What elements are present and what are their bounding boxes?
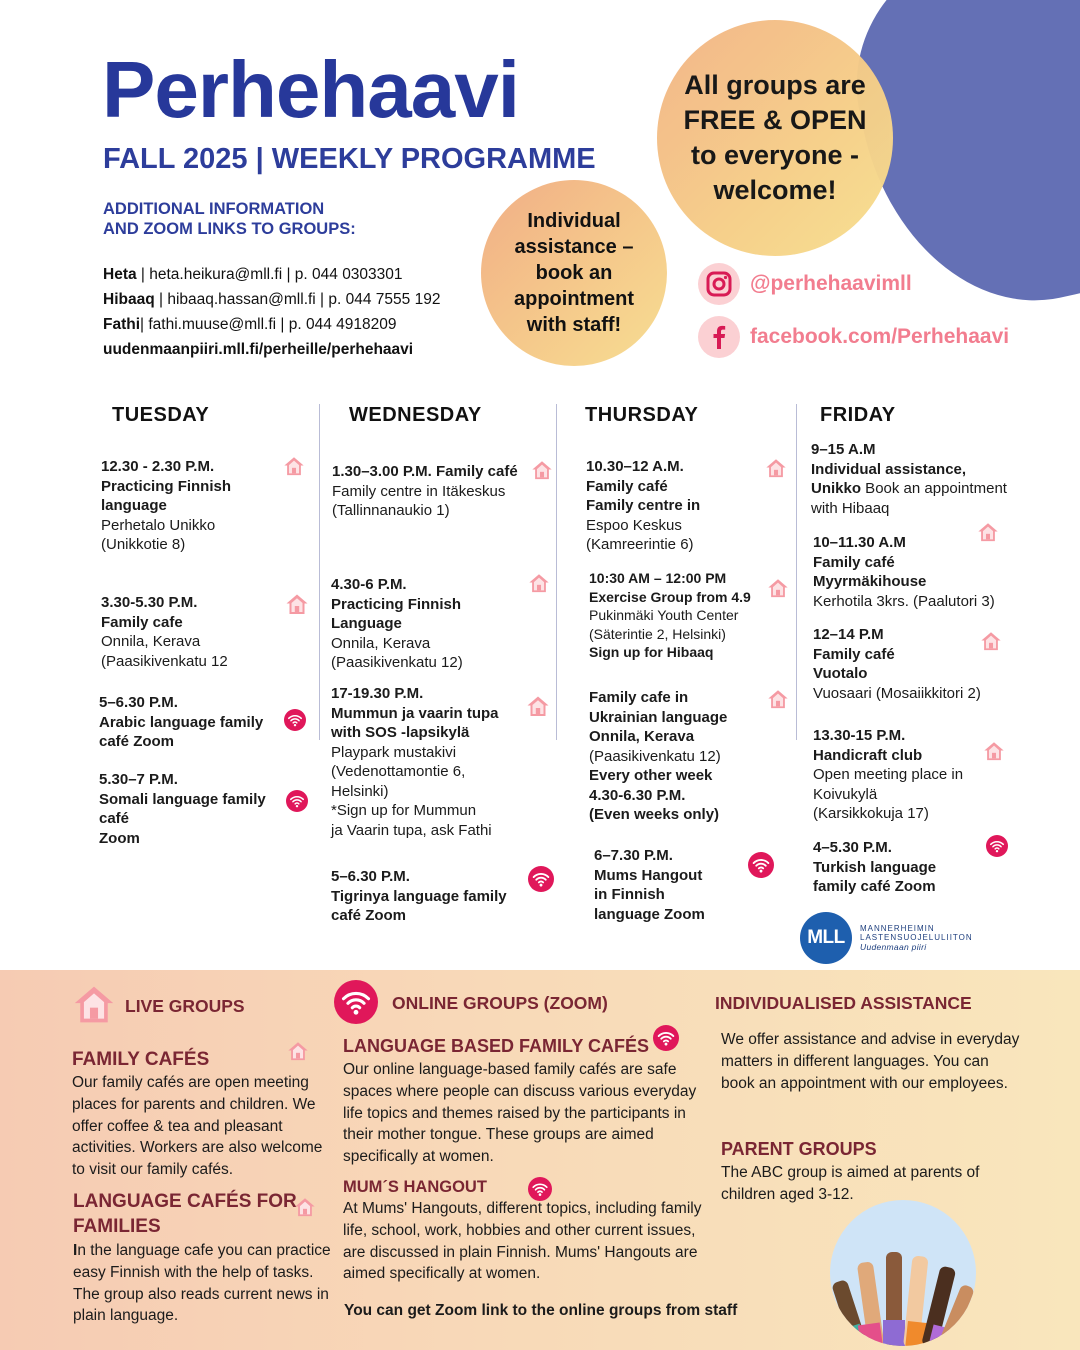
legend-live-groups: LIVE GROUPS xyxy=(125,996,245,1016)
legend-online-groups: ONLINE GROUPS (ZOOM) xyxy=(392,993,608,1013)
online-group-icon xyxy=(528,866,554,892)
family-cafes-title: FAMILY CAFÉS xyxy=(72,1049,210,1070)
parent-groups-title: PARENT GROUPS xyxy=(721,1139,877,1159)
schedule-entry-wed-3: 17-19.30 P.M. Mummun ja vaarin tupa with SOS -lapsikylä Playpark mustakivi (Vedenottamontie 6, Helsinki) *Sign up for Mummun ja Vaarin tupa, ask Fathi xyxy=(331,685,499,839)
day-header-friday: FRIDAY xyxy=(820,404,896,426)
day-header-tuesday: TUESDAY xyxy=(112,404,210,426)
live-group-icon xyxy=(980,630,1002,652)
instagram-icon xyxy=(698,263,740,305)
online-group-icon xyxy=(286,790,308,812)
day-header-thursday: THURSDAY xyxy=(585,404,699,426)
live-group-icon xyxy=(767,577,789,599)
column-divider xyxy=(796,404,797,740)
free-open-circle xyxy=(657,20,893,256)
schedule-entry-thu-2: 10:30 AM – 12:00 PM Exercise Group from 4.9 Pukinmäki Youth Center (Säterintie 2, Helsinki) Sign up for Hibaaq xyxy=(589,570,751,660)
contact-heta: Heta | heta.heikura@mll.fi | p. 044 0303301 xyxy=(103,266,403,283)
schedule-entry-fri-4: 13.30-15 P.M. Handicraft club Open meeting place in Koivukylä (Karsikkokuja 17) xyxy=(813,727,964,822)
live-group-icon xyxy=(765,457,787,479)
schedule-entry-fri-2: 10–11.30 A.M Family café Myyrmäkihouse Kerhotila 3krs. (Paalutori 3) xyxy=(813,534,995,610)
schedule-entry-tue-2: 3.30-5.30 P.M. Family cafe Onnila, Kerava (Paasikivenkatu 12 xyxy=(101,594,228,670)
online-group-icon xyxy=(748,852,774,878)
schedule-entry-fri-5: 4–5.30 P.M. Turkish language family café Zoom xyxy=(813,839,937,895)
live-group-icon xyxy=(285,592,309,616)
mums-hangout-title: MUM´S HANGOUT xyxy=(343,1178,487,1196)
instagram-link[interactable] xyxy=(698,263,912,305)
live-groups-legend-icon xyxy=(72,982,116,1026)
parent-groups-text: The ABC group is aimed at parents of children aged 3-12. xyxy=(721,1164,980,1203)
online-groups-legend-icon xyxy=(334,980,378,1024)
contact-hibaaq: Hibaaq | hibaaq.hassan@mll.fi | p. 044 7555 192 xyxy=(103,291,441,308)
schedule-entry-wed-2: 4.30-6 P.M. Practicing Finnish Language Onnila, Kerava (Paasikivenkatu 12) xyxy=(331,576,463,671)
website-link[interactable]: uudenmaanpiiri.mll.fi/perheille/perhehaavi xyxy=(103,341,414,358)
online-group-icon xyxy=(653,1025,679,1051)
live-group-icon xyxy=(983,740,1005,762)
language-cafes-title: LANGUAGE CAFÉS FOR FAMILIES xyxy=(73,1191,297,1237)
column-divider xyxy=(556,404,557,740)
live-group-icon xyxy=(531,459,553,481)
schedule-entry-wed-1: 1.30–3.00 P.M. Family café Family centre in Itäkeskus (Tallinnanaukio 1) xyxy=(332,463,518,519)
additional-line-1: ADDITIONAL INFORMATION xyxy=(103,200,325,218)
raised-hands-illustration xyxy=(830,1200,976,1346)
lang-based-cafes-title: LANGUAGE BASED FAMILY CAFÉS xyxy=(343,1036,650,1056)
live-group-icon xyxy=(294,1196,316,1218)
live-group-icon xyxy=(526,694,550,718)
additional-line-2: AND ZOOM LINKS TO GROUPS: xyxy=(103,220,356,238)
schedule-entry-tue-4: 5.30–7 P.M. Somali language family café Zoom xyxy=(99,771,266,847)
zoom-note: You can get Zoom link to the online groups from staff xyxy=(344,1302,738,1319)
mums-hangout-text: At Mums' Hangouts, different topics, including family life, school, work, hobbies and other current issues, are discussed in plain Finnish. Mums' Hangouts are aimed specifically at women. xyxy=(343,1200,702,1283)
schedule-entry-wed-4: 5–6.30 P.M. Tigrinya language family café Zoom xyxy=(331,868,507,924)
facebook-icon xyxy=(698,316,740,358)
additional-info-heading xyxy=(103,199,356,239)
live-group-icon xyxy=(283,455,305,477)
facebook-url: facebook.com/Perhehaavi xyxy=(750,325,1010,348)
column-divider xyxy=(319,404,320,740)
online-group-icon xyxy=(986,835,1008,857)
day-header-wednesday: WEDNESDAY xyxy=(349,404,482,426)
language-cafes-text: In the language cafe you can practice easy Finnish with the help of tasks. The group also reads current news in plain language. xyxy=(73,1242,331,1325)
live-group-icon xyxy=(287,1040,309,1062)
facebook-link[interactable] xyxy=(698,316,1009,358)
individual-circle xyxy=(481,180,667,366)
individual-text: Individual assistance – book an appointment with staff! xyxy=(514,210,634,336)
schedule-entry-thu-1: 10.30–12 A.M. Family café Family centre in Espoo Keskus (Kamreerintie 6) xyxy=(586,458,701,553)
contact-fathi: Fathi| fathi.muuse@mll.fi | p. 044 4918209 xyxy=(103,316,397,333)
schedule-entry-thu-4: 6–7.30 P.M. Mums Hangout in Finnish language Zoom xyxy=(594,847,705,923)
mll-logo-text: MANNERHEIMIN LASTENSUOJELULIITON Uudenmaan piiri xyxy=(860,923,973,952)
live-group-icon xyxy=(767,688,789,710)
schedule-entry-fri-3: 12–14 P.M Family café Vuotalo Vuosaari (Mosaiikkitori 2) xyxy=(813,626,981,702)
schedule-entry-fri-1: 9–15 A.M Individual assistance, Unikko Book an appointment with Hibaaq xyxy=(811,441,1007,517)
live-group-icon xyxy=(528,572,550,594)
online-group-icon xyxy=(284,709,306,731)
free-open-text: All groups are FREE & OPEN to everyone - welcome! xyxy=(683,70,867,205)
individual-text: We offer assistance and advise in everyday matters in different languages. You can book an appointment with our employees. xyxy=(721,1031,1020,1092)
schedule-entry-tue-3: 5–6.30 P.M. Arabic language family café Zoom xyxy=(99,694,264,750)
mll-logo-mark: MLL xyxy=(800,912,852,964)
legend-individual-assistance: INDIVIDUALISED ASSISTANCE xyxy=(715,993,972,1013)
live-group-icon xyxy=(977,521,999,543)
contact-list xyxy=(103,262,440,362)
page-subtitle: FALL 2025 | WEEKLY PROGRAMME xyxy=(103,143,596,175)
lang-based-cafes-text: Our online language-based family cafés are safe spaces where people can discuss various everyday life topics and themes raised by the participants in their mother tongue. These groups are aimed specifically at women. xyxy=(343,1061,697,1166)
schedule-entry-thu-3: Family cafe in Ukrainian language Onnila, Kerava (Paasikivenkatu 12) Every other week 4.30-6.30 P.M. (Even weeks only) xyxy=(589,689,728,823)
family-cafes-text: Our family cafés are open meeting places for parents and children. We offer coffee & tea and pleasant activities. Workers are also welcome to visit our family cafés. xyxy=(72,1074,323,1179)
instagram-handle: @perhehaavimll xyxy=(750,272,912,295)
schedule-entry-tue-1: 12.30 - 2.30 P.M. Practicing Finnish language Perhetalo Unikko (Unikkotie 8) xyxy=(101,458,232,553)
page-title: Perhehaavi xyxy=(102,45,519,134)
mll-logo xyxy=(800,912,973,964)
